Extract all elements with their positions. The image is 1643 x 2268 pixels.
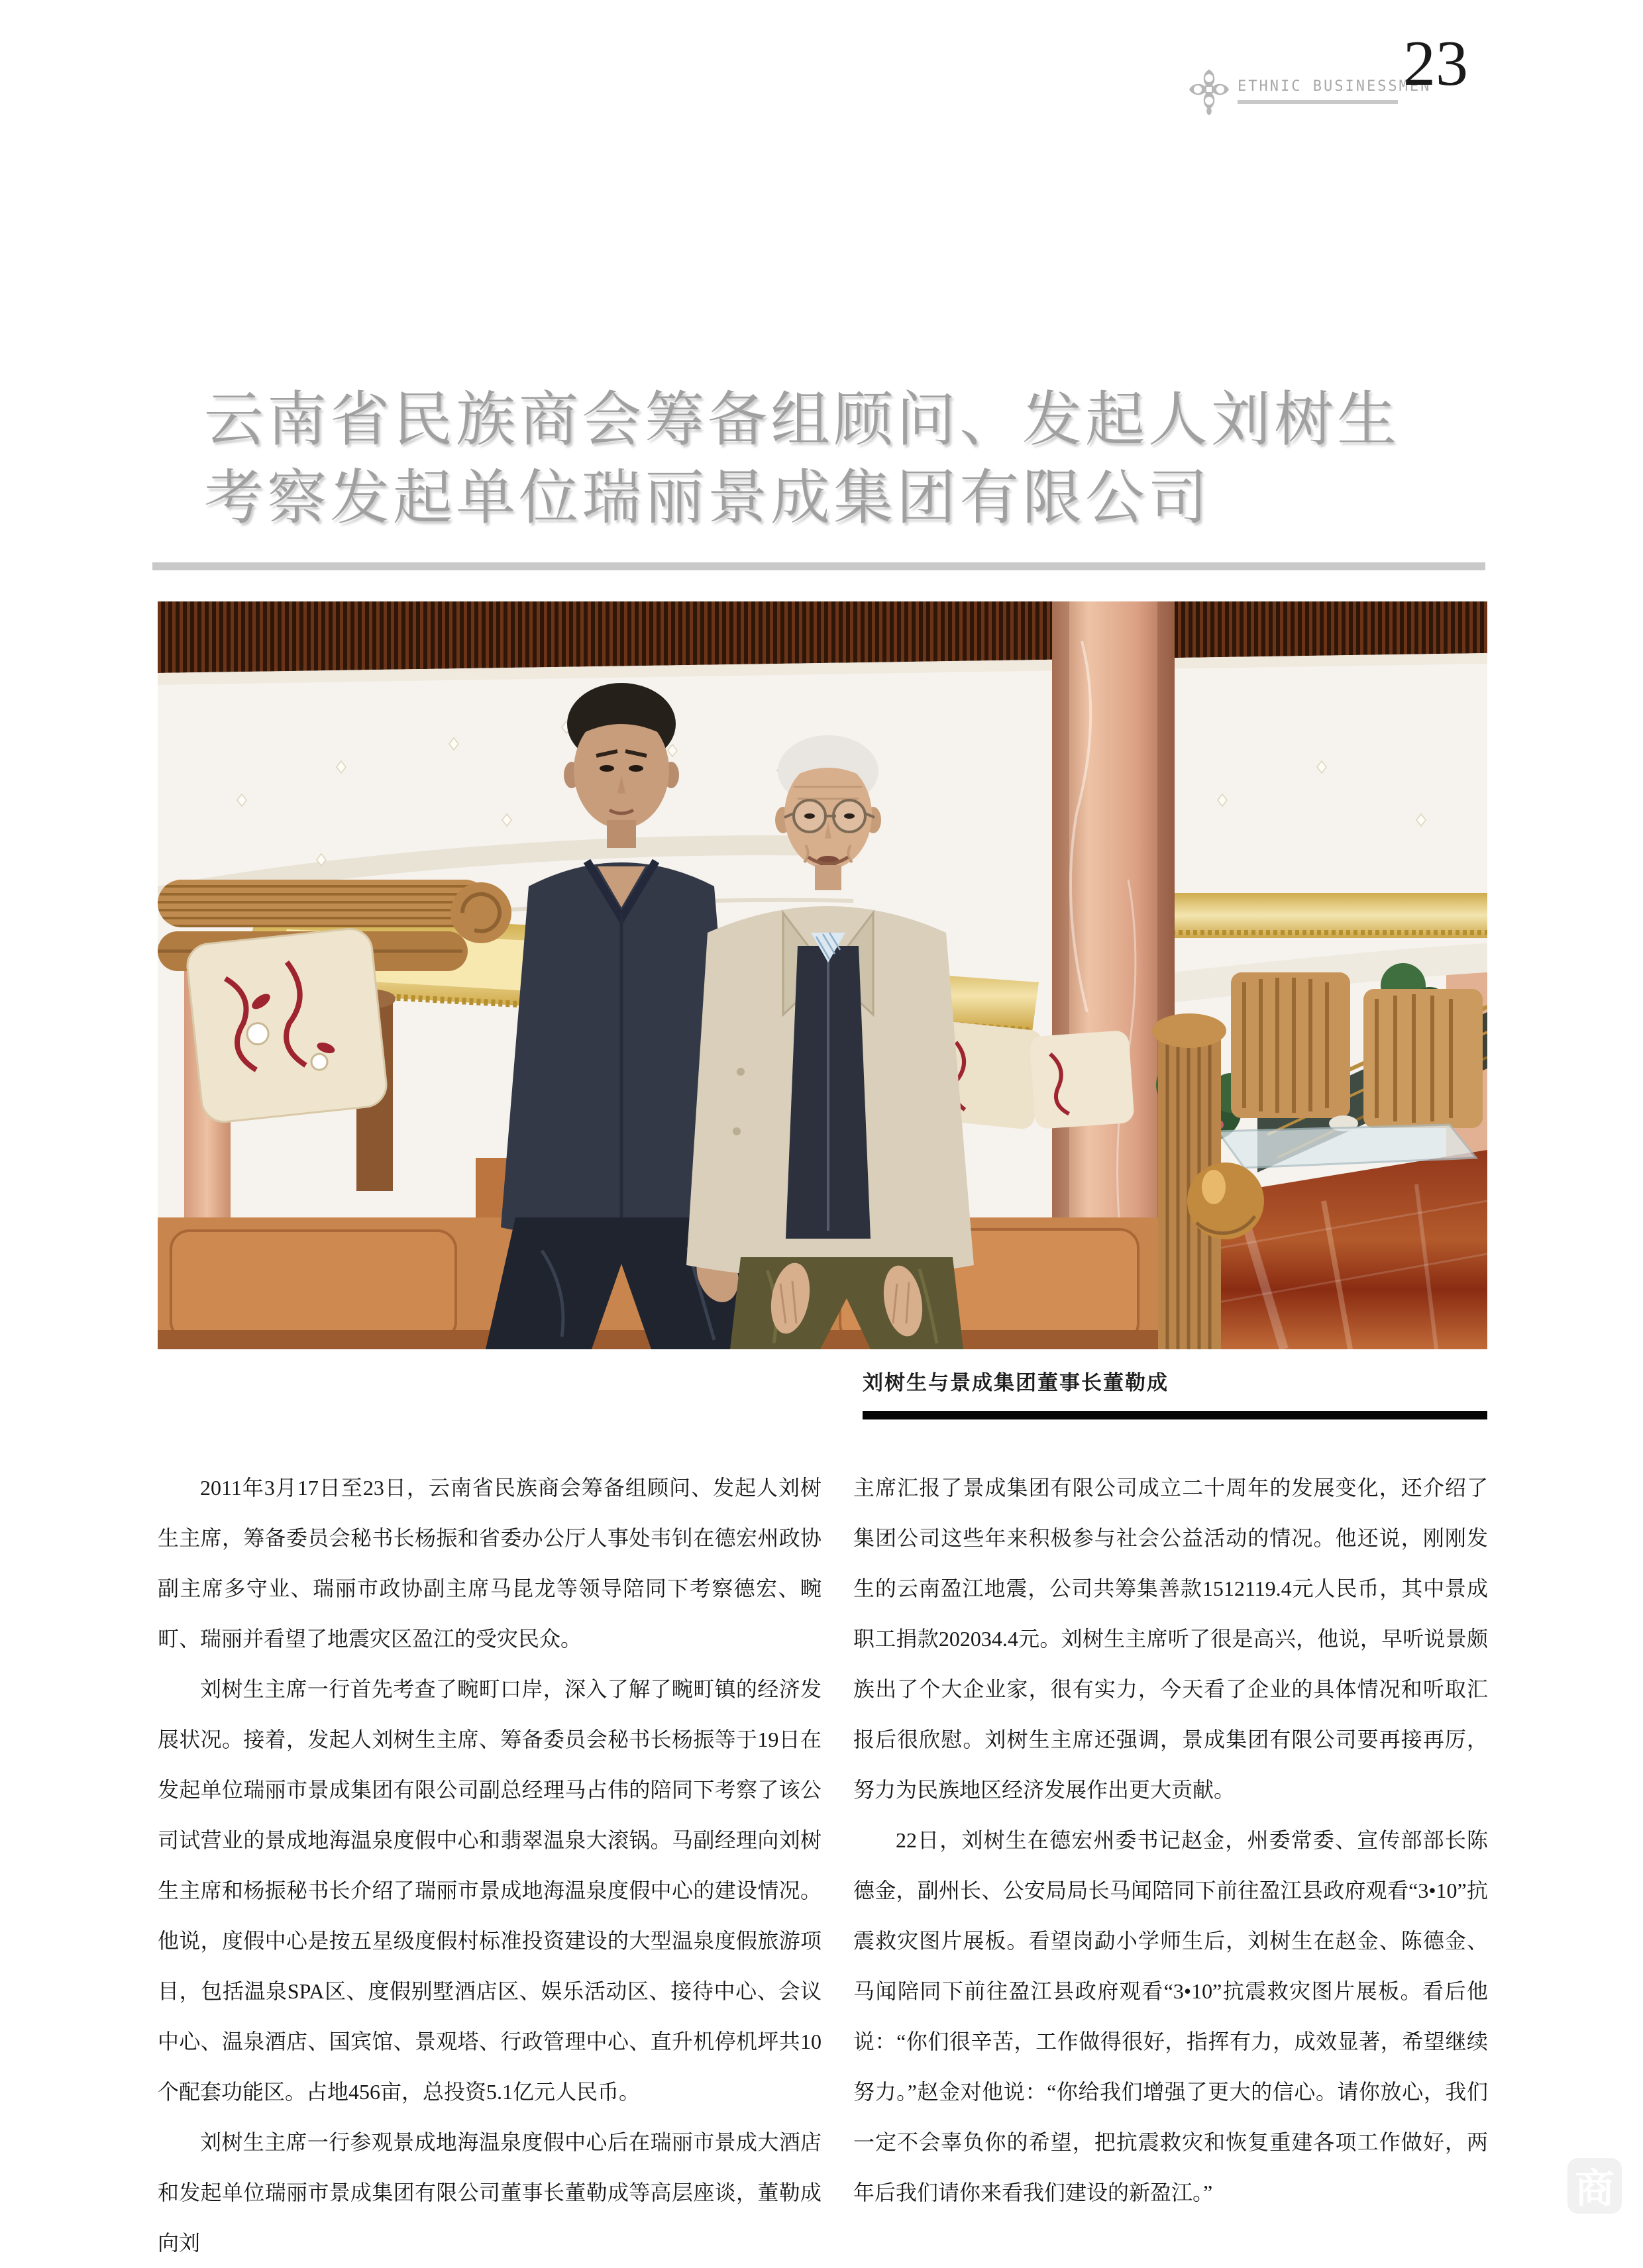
magazine-logo-flower-icon <box>1188 64 1230 115</box>
paragraph-3-continued: 主席汇报了景成集团有限公司成立二十周年的发展变化，还介绍了集团公司这些年来积极参与社会公益活动的情况。他还说，刚刚发生的云南盈江地震，公司共筹集善款1512119.4元人民币，其中景成职工捐款202034.4元。刘树生主席听了很是高兴，他说，早听说景颇族出了个大企业家，很有实力，今天看了企业的具体情况和听取汇报后很欣慰。刘树生主席还强调，景成集团有限公司要再接再厉，努力为民族地区经济发展作出更大贡献。 <box>853 1476 1488 1802</box>
article-title-line2: 考察发起单位瑞丽景成集团有限公司 <box>204 466 1211 531</box>
floral-pillow-left <box>186 927 389 1124</box>
header-underline <box>1238 100 1398 104</box>
lobby-photo <box>158 601 1487 1349</box>
publisher-watermark-icon <box>1567 2158 1622 2214</box>
wicker-chairs <box>1218 972 1483 1168</box>
paragraph-4: 22日，刘树生在德宏州委书记赵金，州委常委、宣传部部长陈德金，副州长、公安局局长马闻陪同下前往盈江县政府观看“3•10”抗震救灾图片展板。看望岗勐小学师生后，刘树生在赵金、陈德金、马闻陪同下前往盈江县政府观看“3•10”抗震救灾图片展板。看后他说：“你们很辛苦，工作做得很好，指挥有力，成效显著，希望继续努力。”赵金对他说：“你给我们增强了更大的信心。请你放心，我们一定不会辜负你的希望，把抗震救灾和恢复重建各项工作做好，两年后我们请你来看我们建设的新盈江。” <box>853 1828 1488 2204</box>
article-left-column <box>158 1463 822 2268</box>
article-title-line1: 云南省民族商会筹备组顾问、发起人刘树生 <box>204 387 1400 453</box>
paragraph-3: 刘树生主席一行参观景成地海温泉度假中心后在瑞丽市景成大酒店和发起单位瑞丽市景成集团有限公司董事长董勒成等高层座谈，董勒成向刘 <box>158 2130 822 2255</box>
page-number: 23 <box>1403 28 1468 99</box>
watermark-glyph: 商 <box>1575 2167 1615 2211</box>
paragraph-2: 刘树生主席一行首先考查了畹町口岸，深入了解了畹町镇的经济发展状况。接着，发起人刘树生主席、筹备委员会秘书长杨振等于19日在发起单位瑞丽市景成集团有限公司副总经理马占伟的陪同下考察了该公司试营业的景成地海温泉度假中心和翡翠温泉大滚锅。马副经理向刘树生主席和杨振秘书长介绍了瑞丽市景成地海温泉度假中心的建设情况。他说，度假中心是按五星级度假村标准投资建设的大型温泉度假旅游项目，包括温泉SPA区、度假别墅酒店区、娱乐活动区、接待中心、会议中心、温泉酒店、国宾馆、景观塔、行政管理中心、直升机停机坪共10个配套功能区。占地456亩，总投资5.1亿元人民币。 <box>158 1677 822 2104</box>
magazine-name: ETHNIC BUSINESSMEN <box>1238 78 1432 95</box>
paragraph-1: 2011年3月17日至23日，云南省民族商会筹备组顾问、发起人刘树生主席，筹备委员会秘书长杨振和省委办公厅人事处韦钊在德宏州政协副主席多守业、瑞丽市政协副主席马昆龙等领导陪同下考察德宏、畹町、瑞丽并看望了地震灾区盈江的受灾民众。 <box>158 1476 822 1651</box>
lobby-photo-art <box>158 601 1487 1349</box>
title-divider-bar <box>152 562 1485 570</box>
photo-caption: 刘树生与景成集团董事长董勒成 <box>863 1371 1169 1394</box>
caption-rule-bar <box>863 1411 1487 1419</box>
article-right-column <box>853 1463 1488 2218</box>
